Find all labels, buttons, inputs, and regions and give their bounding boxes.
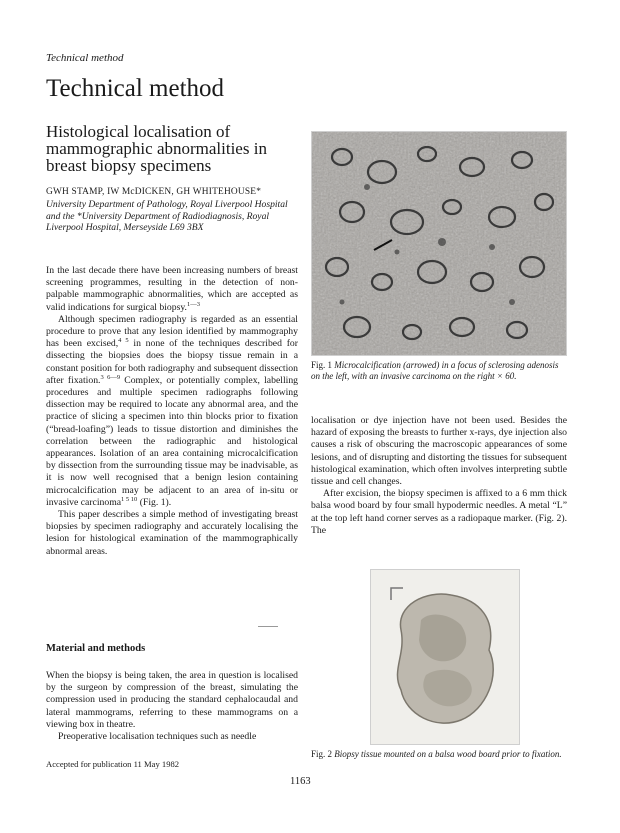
reference: 1—3: [186, 300, 200, 308]
authors: GWH STAMP, IW McDICKEN, GH WHITEHOUSE*: [46, 187, 262, 197]
paragraph-text: In the last decade there have been increasing numbers of breast screening programmes, resulting in the detection of non-palpable mammographic abnormalities, which are accepted as valid indications for surgical biopsy.: [46, 265, 298, 313]
methods-heading: Material and methods: [46, 643, 146, 654]
running-header: Technical method: [46, 52, 124, 64]
reference: 3 6—9: [100, 373, 121, 381]
methods-body: [46, 670, 298, 743]
paragraph: [46, 265, 298, 314]
caption-text: Microcalcification (arrowed) in a focus of sclerosing adenosis on the left, with an invasive carcinoma on the right × 60.: [311, 360, 559, 381]
paragraph: [46, 314, 298, 509]
accepted-date: Accepted for publication 11 May 1982: [46, 759, 180, 769]
paragraph: This paper describes a simple method of investigating breast biopsies by specimen radiography and accurately localising the lesion for histological examination of the mammographically abnormal areas.: [46, 509, 298, 557]
reference: 4 5: [118, 336, 129, 344]
micrograph-image: [312, 132, 566, 355]
paragraph: When the biopsy is being taken, the area in question is localised by the surgeon by compression of the breast, simulating the compression used in producing the standard cephalocaudal and lateral mammograms, referring to these mammograms on a viewing box in theatre.: [46, 670, 298, 730]
figure-label: Fig. 1: [311, 360, 333, 370]
paragraph: Preoperative localisation techniques such as needle: [58, 731, 257, 743]
left-column-body: [46, 265, 298, 558]
figure-2-photograph: [370, 569, 520, 745]
paragraph-text: in none of the techniques described for dissecting the biopsies does the biopsy tissue remain in a constant position for both radiography and subsequent dissection after fixation.: [46, 338, 298, 386]
figure-1-micrograph: [311, 131, 567, 356]
paragraph-text: Complex, or potentially complex, labelling procedures and multiple specimen radiographs following dissection may be required to locate any abnormal area, and the practice of slicing a specimen into thin blocks prior to fixation (“bread-loafing”) leads to tissue distortion and diminishes the correlation between the radiographic and histological appearances. Isolation of an area containing microcalcification by dissection from the surrounding tissue may be inadvisable, as it is now well recognised that a benign lesion containing microcalcification may be adjacent to an area of in-situ or invasive carcinoma: [46, 374, 299, 508]
right-column-body: [311, 415, 567, 537]
paragraph-text: Although specimen radiography is regarded as an essential procedure to prove that any lesion identified by mammography has been excised,: [46, 313, 298, 350]
reference: 1 5 10: [121, 495, 138, 503]
divider: [258, 626, 278, 627]
article-title: Histological localisation of mammographic abnormalities in breast biopsy specimens: [46, 122, 267, 175]
paragraph: localisation or dye injection have not been used. Besides the hazard of exposing the breasts to further x-rays, dye injection also causes a risk of obscuring the macroscopic appearances of some lesions, and of disrupting and distorting the tissues for subsequent histological examination, which often involves interpreting subtle tissue and cell changes.: [311, 415, 567, 488]
paragraph-text: (Fig. 1).: [137, 496, 172, 508]
caption-text: Biopsy tissue mounted on a balsa wood board prior to fixation.: [334, 749, 562, 759]
figure-label: Fig. 2: [311, 749, 333, 759]
figure-1-caption: [311, 360, 567, 382]
biopsy-photo-image: [371, 570, 519, 744]
figure-2-caption: [311, 749, 567, 760]
affiliation: University Department of Pathology, Royal Liverpool Hospital and the *University Department of Radiodiagnosis, Royal Liverpool Hospital, Merseyside L69 3BX: [46, 199, 288, 234]
paragraph: After excision, the biopsy specimen is affixed to a 6 mm thick balsa wood board by four small hypodermic needles. A metal “L” at the top left hand corner serves as a radiopaque marker. (Fig. 2). The: [311, 488, 567, 536]
section-title: Technical method: [46, 75, 225, 102]
page-number: 1163: [290, 776, 311, 787]
